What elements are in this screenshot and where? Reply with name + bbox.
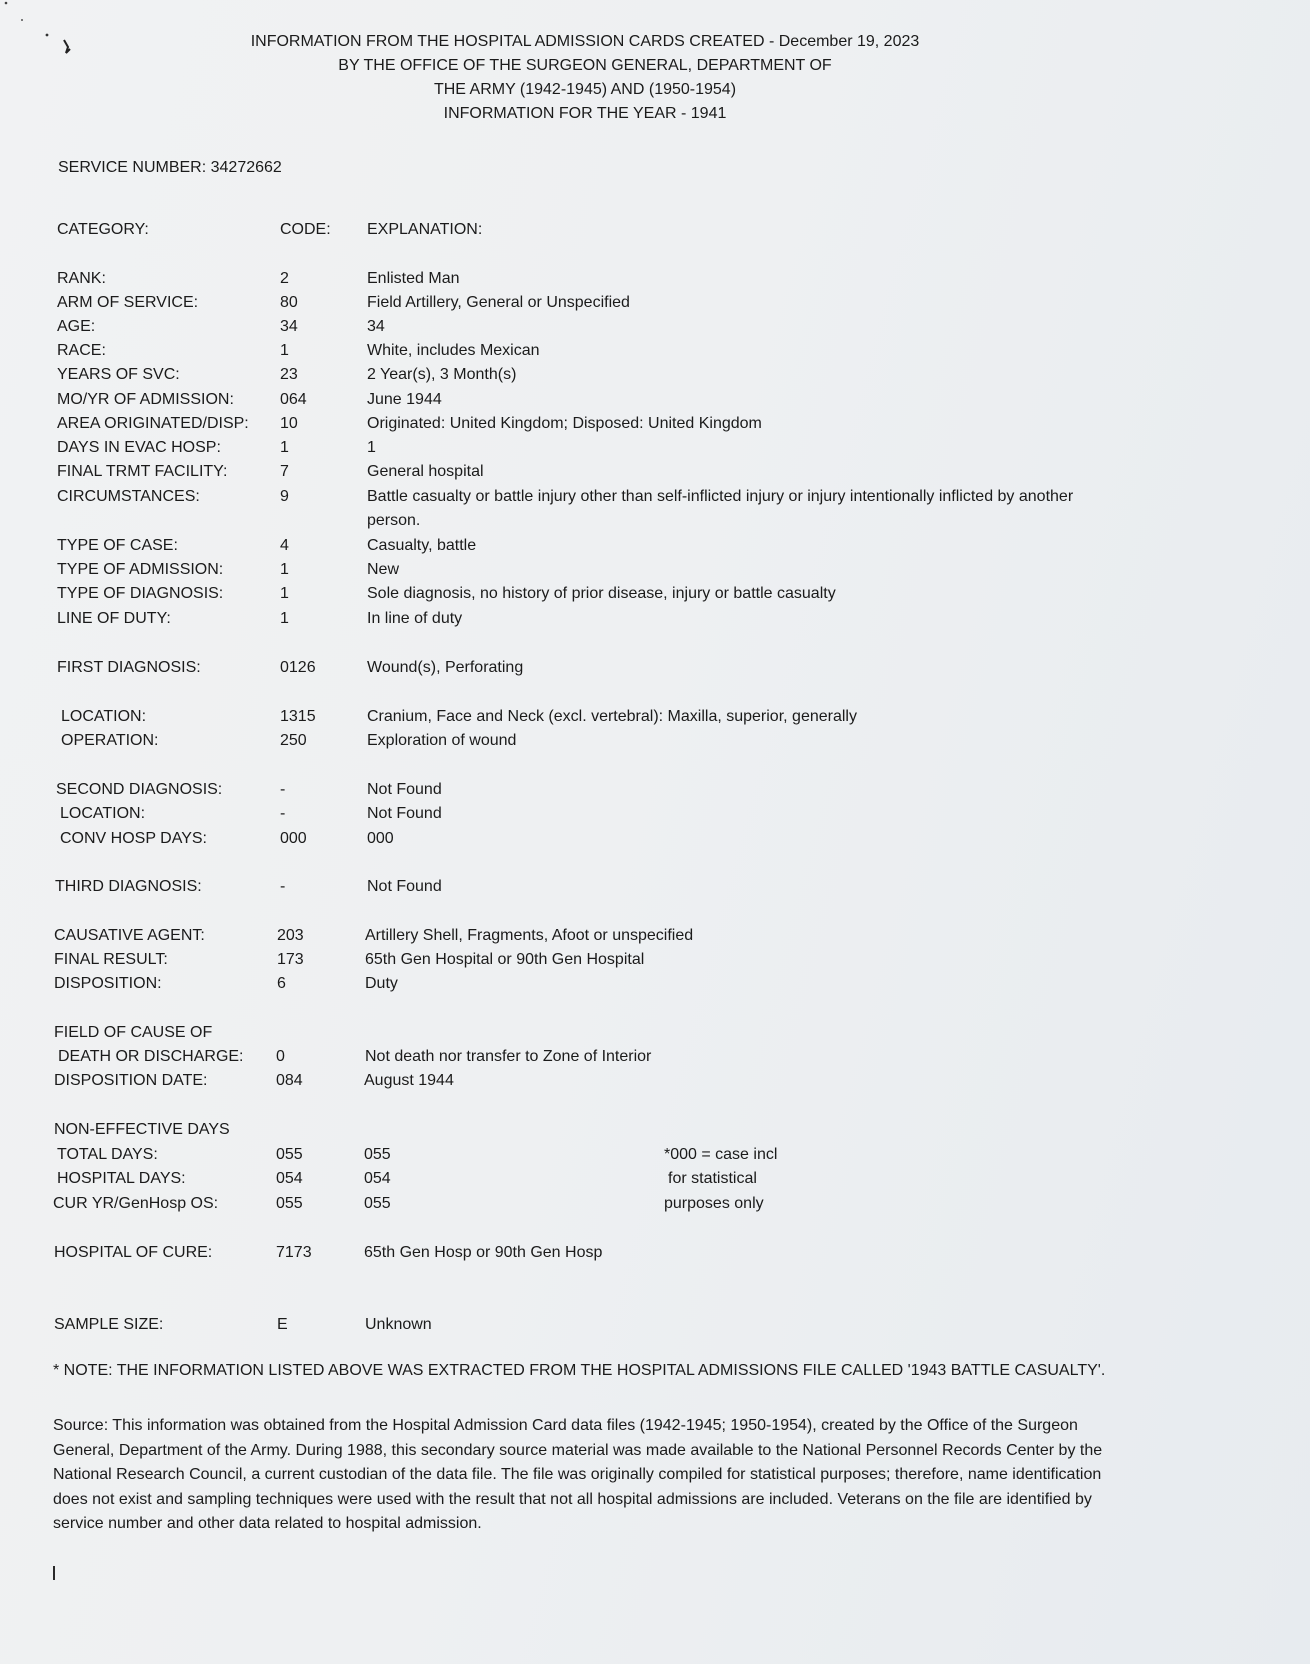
- row-code: 1: [280, 610, 289, 627]
- row-explanation: 000: [367, 830, 394, 847]
- row-code: 1: [280, 561, 289, 578]
- table-row: [0, 607, 1310, 631]
- row-explanation: August 1944: [364, 1072, 454, 1089]
- source-paragraph: Source: This information was obtained from the Hospital Admission Card data files (1942-1945; 1950-1954), created by the Office of the Surgeon General, Department of the Army. During 1988, this secondary source material was made available to the National Personnel Records Center by the National Research Council, a current custodian of the data file. The file was originally compiled for statistical purposes; therefore, name identification does not exist and sampling techniques were used with the result that not all hospital admissions are included. Veterans on the file are identified by service number and other data related to hospital admission.: [53, 1417, 1103, 1532]
- table-row: [0, 1241, 1310, 1265]
- row-explanation: 34: [367, 318, 385, 335]
- table-row: [0, 924, 1310, 948]
- row-explanation: 1: [367, 439, 376, 456]
- row-category: CAUSATIVE AGENT:: [54, 927, 205, 944]
- row-code: 054: [276, 1170, 303, 1187]
- row-explanation: Enlisted Man: [367, 270, 460, 287]
- table-row: [0, 388, 1310, 412]
- table-row: [0, 705, 1310, 729]
- table-row: [0, 972, 1310, 996]
- row-code: -: [280, 878, 286, 895]
- row-explanation: 65th Gen Hosp or 90th Gen Hosp: [364, 1244, 603, 1261]
- row-code: 7173: [276, 1244, 312, 1261]
- row-footnote: *000 = case incl: [664, 1146, 778, 1163]
- row-explanation: White, includes Mexican: [367, 342, 540, 359]
- row-category: CIRCUMSTANCES:: [57, 488, 200, 505]
- row-category: LOCATION:: [61, 708, 147, 725]
- table-row: [0, 1021, 1310, 1045]
- row-explanation: Sole diagnosis, no history of prior disease, injury or battle casualty: [367, 585, 836, 602]
- row-explanation: Not Found: [367, 781, 442, 798]
- table-row: [0, 315, 1310, 339]
- row-category: TYPE OF CASE:: [57, 537, 178, 554]
- table-row: [0, 729, 1310, 753]
- service-number: SERVICE NUMBER: 34272662: [58, 159, 282, 176]
- code-column-header: CODE:: [280, 221, 331, 238]
- row-category: LOCATION:: [60, 805, 146, 822]
- row-category: FINAL TRMT FACILITY:: [57, 463, 228, 480]
- row-explanation: 054: [364, 1170, 391, 1187]
- row-explanation: 65th Gen Hospital or 90th Gen Hospital: [365, 951, 645, 968]
- row-explanation: In line of duty: [367, 610, 463, 627]
- row-explanation: Not death nor transfer to Zone of Interior: [365, 1048, 652, 1065]
- row-category: OPERATION:: [61, 732, 159, 749]
- row-category: ARM OF SERVICE:: [57, 294, 199, 311]
- table-row: [0, 1313, 1310, 1337]
- row-category: AGE:: [57, 318, 96, 335]
- row-code: E: [277, 1316, 288, 1333]
- row-category: DISPOSITION:: [54, 975, 162, 992]
- row-category: HOSPITAL DAYS:: [57, 1170, 186, 1187]
- row-explanation: Unknown: [365, 1316, 432, 1333]
- row-code: 10: [280, 415, 298, 432]
- row-category: AREA ORIGINATED/DISP:: [57, 415, 249, 432]
- table-row: [0, 267, 1310, 291]
- row-category: FINAL RESULT:: [54, 951, 168, 968]
- header-line-2: BY THE OFFICE OF THE SURGEON GENERAL, DEPARTMENT OF: [338, 57, 832, 74]
- row-explanation: New: [367, 561, 400, 578]
- row-code: 055: [276, 1195, 303, 1212]
- table-row: [0, 802, 1310, 826]
- row-code: 1: [280, 342, 289, 359]
- row-category: SECOND DIAGNOSIS:: [56, 781, 223, 798]
- row-code: 4: [280, 537, 289, 554]
- row-category: CUR YR/GenHosp OS:: [53, 1195, 219, 1212]
- row-category: RACE:: [57, 342, 106, 359]
- row-explanation: Exploration of wound: [367, 732, 517, 749]
- row-explanation: 2 Year(s), 3 Month(s): [367, 366, 517, 383]
- extraction-note: * NOTE: THE INFORMATION LISTED ABOVE WAS EXTRACTED FROM THE HOSPITAL ADMISSIONS FILE CALLED '1943 BATTLE CASUALTY'.: [53, 1362, 1106, 1379]
- row-code: 000: [280, 830, 307, 847]
- row-category: MO/YR OF ADMISSION:: [57, 391, 234, 408]
- document-header: [200, 30, 970, 126]
- table-row: [0, 363, 1310, 387]
- row-code: 1: [280, 439, 289, 456]
- row-category: LINE OF DUTY:: [57, 610, 171, 627]
- row-code: 2: [280, 270, 289, 287]
- header-line-4: INFORMATION FOR THE YEAR - 1941: [443, 105, 727, 122]
- row-code: 34: [280, 318, 298, 335]
- category-column-header: CATEGORY:: [57, 221, 149, 238]
- row-category: TYPE OF ADMISSION:: [57, 561, 224, 578]
- table-row: [0, 827, 1310, 851]
- row-code: 7: [280, 463, 289, 480]
- row-code: 0126: [280, 659, 316, 676]
- table-row: [0, 436, 1310, 460]
- row-code: 055: [276, 1146, 303, 1163]
- row-category: FIELD OF CAUSE OF: [54, 1024, 213, 1041]
- row-category: THIRD DIAGNOSIS:: [55, 878, 202, 895]
- row-category: CONV HOSP DAYS:: [60, 830, 207, 847]
- table-row: [0, 656, 1310, 680]
- table-row: [0, 339, 1310, 363]
- row-category: DEATH OR DISCHARGE:: [58, 1048, 244, 1065]
- explanation-column-header: EXPLANATION:: [367, 221, 483, 238]
- row-code: 250: [280, 732, 307, 749]
- row-code: 173: [277, 951, 304, 968]
- row-explanation: Not Found: [367, 805, 442, 822]
- table-row: [0, 1143, 1310, 1167]
- table-row: [0, 460, 1310, 484]
- row-code: 23: [280, 366, 298, 383]
- row-footnote: purposes only: [664, 1195, 764, 1212]
- row-category: DISPOSITION DATE:: [54, 1072, 208, 1089]
- table-row: [0, 1045, 1310, 1069]
- row-explanation: 055: [364, 1195, 391, 1212]
- table-row: [0, 558, 1310, 582]
- row-code: 1315: [280, 708, 316, 725]
- row-explanation: June 1944: [367, 391, 442, 408]
- header-line-3: THE ARMY (1942-1945) AND (1950-1954): [433, 81, 737, 98]
- row-explanation: Originated: United Kingdom; Disposed: United Kingdom: [367, 415, 762, 432]
- table-row: [0, 1069, 1310, 1093]
- row-category: DAYS IN EVAC HOSP:: [57, 439, 221, 456]
- row-code: 203: [277, 927, 304, 944]
- header-line-1: INFORMATION FROM THE HOSPITAL ADMISSION CARDS CREATED - December 19, 2023: [250, 33, 920, 50]
- stray-mark: [53, 1566, 55, 1580]
- table-row: [0, 1118, 1310, 1142]
- row-explanation: 055: [364, 1146, 391, 1163]
- table-row: [0, 875, 1310, 899]
- row-explanation: Not Found: [367, 878, 442, 895]
- table-row: [0, 582, 1310, 606]
- column-headers: [0, 218, 1310, 242]
- row-explanation: Field Artillery, General or Unspecified: [367, 294, 630, 311]
- row-code: 9: [280, 488, 289, 505]
- table-row: [0, 778, 1310, 802]
- row-explanation: Cranium, Face and Neck (excl. vertebral): Maxilla, superior, generally: [367, 708, 857, 725]
- table-row: [0, 1192, 1310, 1216]
- table-row: [0, 412, 1310, 436]
- row-explanation: Artillery Shell, Fragments, Afoot or unspecified: [365, 927, 694, 944]
- row-code: 0: [276, 1048, 285, 1065]
- row-code: -: [280, 781, 286, 798]
- row-category: TOTAL DAYS:: [57, 1146, 158, 1163]
- row-code: 6: [277, 975, 286, 992]
- row-code: -: [280, 805, 286, 822]
- row-category: NON-EFFECTIVE DAYS: [54, 1121, 230, 1138]
- row-category: FIRST DIAGNOSIS:: [57, 659, 201, 676]
- row-code: 1: [280, 585, 289, 602]
- table-row: [0, 1167, 1310, 1191]
- row-explanation: Wound(s), Perforating: [367, 659, 524, 676]
- row-explanation-wrapped: Battle casualty or battle injury other than self-inflicted injury or injury intentionally inflicted by another person.: [367, 488, 1074, 529]
- row-code: 80: [280, 294, 298, 311]
- row-explanation: General hospital: [367, 463, 484, 480]
- row-category: TYPE OF DIAGNOSIS:: [57, 585, 224, 602]
- row-category: RANK:: [57, 270, 106, 287]
- row-footnote: for statistical: [668, 1170, 757, 1187]
- table-row: [0, 291, 1310, 315]
- row-category: SAMPLE SIZE:: [54, 1316, 164, 1333]
- row-code: 064: [280, 391, 307, 408]
- table-row: [0, 534, 1310, 558]
- row-explanation: Duty: [365, 975, 398, 992]
- table-row: [0, 948, 1310, 972]
- row-category: HOSPITAL OF CURE:: [54, 1244, 213, 1261]
- row-explanation: Casualty, battle: [367, 537, 477, 554]
- row-category: YEARS OF SVC:: [57, 366, 180, 383]
- row-code: 084: [276, 1072, 303, 1089]
- paper-specks: [0, 0, 90, 60]
